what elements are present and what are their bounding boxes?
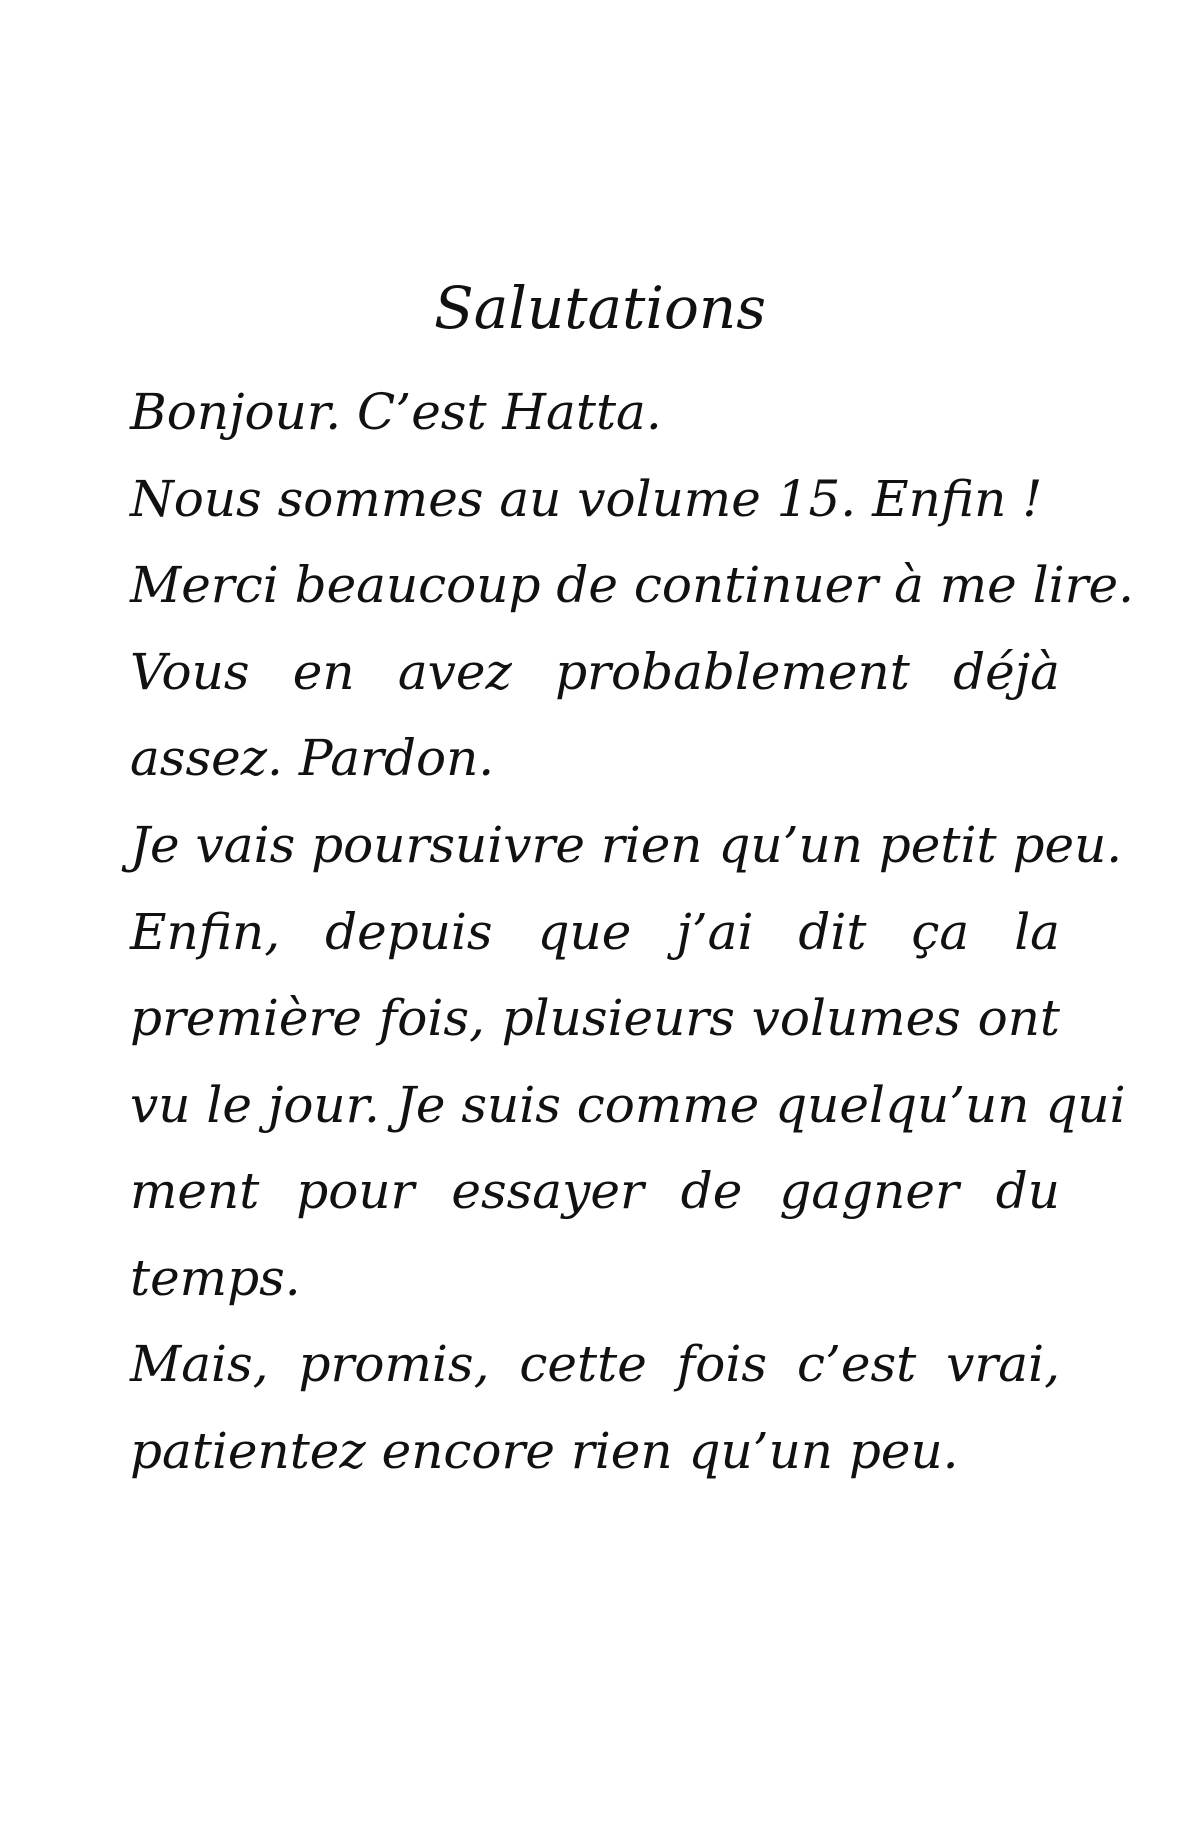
text-line: Enfin, depuis que j’ai dit ça la (130, 903, 1060, 961)
text-line: patientez encore rien qu’un peu. (130, 1422, 959, 1480)
text-line: Bonjour. C’est Hatta. (130, 383, 662, 441)
text-line: Merci beaucoup de continuer à me lire. (130, 556, 1135, 614)
text-line: assez. Pardon. (130, 729, 495, 787)
text-line: Vous en avez probablement déjà (130, 643, 1060, 701)
text-line: ment pour essayer de gagner du (130, 1162, 1060, 1220)
text-line: vu le jour. Je suis comme quelqu’un qui (130, 1076, 1126, 1134)
text-line: première fois, plusieurs volumes ont (130, 989, 1060, 1047)
text-line: Je vais poursuivre rien qu’un petit peu. (130, 816, 1123, 874)
text-line: Nous sommes au volume 15. Enfin ! (130, 470, 1043, 528)
page-title: Salutations (434, 274, 766, 342)
text-line: temps. (130, 1249, 301, 1307)
text-line: Mais, promis, cette fois c’est vrai, (130, 1335, 1060, 1393)
